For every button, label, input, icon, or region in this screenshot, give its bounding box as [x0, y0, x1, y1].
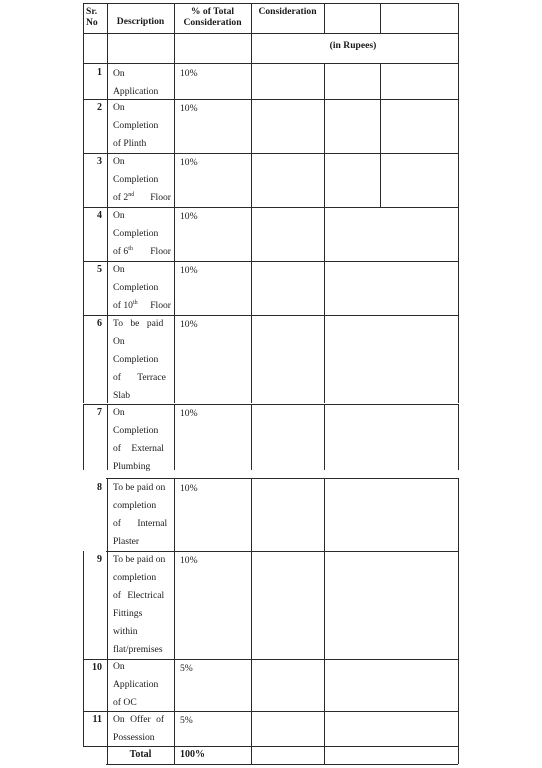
row-8-description: To be paid on completion of Internal Plaster [113, 482, 168, 547]
row-7-number: 7 [97, 407, 102, 418]
lower-sr-divider [107, 478, 108, 764]
row-4-percent: 10% [180, 211, 198, 222]
col-pct-divider [251, 3, 252, 403]
row-9-number: 9 [97, 554, 102, 565]
header-sr-line2: No [86, 17, 98, 28]
row-11-description: On Offer of Possession [113, 714, 165, 743]
table-top-border [83, 3, 458, 4]
row-3-number: 3 [97, 156, 102, 167]
table-left-border [83, 3, 84, 403]
row-10-percent: 5% [180, 663, 193, 674]
header-percent [174, 6, 251, 28]
header-sr-line1: Sr. [86, 6, 98, 17]
row-1-percent: 10% [180, 68, 198, 79]
row-2-number: 2 [97, 102, 102, 113]
header-bottom-border [83, 33, 458, 34]
unit-row-bottom-border [83, 63, 458, 64]
row-9-percent: 10% [180, 555, 198, 566]
table-bottom-border [106, 764, 458, 765]
row-5-percent: 10% [180, 265, 198, 276]
row-7-description: On Completion of External Plumbing [113, 407, 164, 472]
total-percent: 100% [180, 749, 205, 760]
row-7-cons-divider [324, 404, 325, 470]
row-1-number: 1 [97, 67, 102, 78]
row-10-number: 10 [92, 662, 102, 673]
row-8-number: 8 [97, 482, 102, 493]
row-3-percent: 10% [180, 157, 198, 168]
header-pct-line1: % of Total [190, 6, 235, 17]
row-5-number: 5 [97, 264, 102, 275]
row-5-description: On Completion of 10th Floor [113, 264, 171, 311]
row-2-percent: 10% [180, 103, 198, 114]
row-7-sr-divider [107, 404, 108, 470]
col-cons-divider-1 [324, 3, 325, 33]
row-7-right-border [458, 404, 459, 470]
row-1-description: On Application [113, 68, 159, 97]
header-description: Description [116, 16, 165, 27]
row-6-description: To be paid On Completion of Terrace Slab [113, 318, 166, 401]
row-3-description: On Completion of 2nd Floor [113, 156, 171, 203]
row-6-percent: 10% [180, 319, 198, 330]
row-7-pct-divider [251, 404, 252, 470]
row-11-percent: 5% [180, 715, 193, 726]
row-11-number: 11 [92, 714, 102, 725]
header-sr-no [86, 6, 106, 28]
col-cons-divider-2 [380, 3, 381, 33]
lower-desc-divider [174, 478, 175, 764]
header-pct-line2: Consideration [183, 17, 242, 28]
row-7-desc-divider [174, 404, 175, 470]
row-4-description: On Completion of 6th Floor [113, 210, 171, 257]
header-unit: (in Rupees) [329, 40, 377, 51]
header-consideration: Consideration [258, 6, 317, 17]
row-10-description: On Application of OC [113, 661, 159, 708]
row-2-description: On Completion of Plinth [113, 102, 159, 149]
col-sr-divider [107, 3, 108, 403]
row-9-description: To be paid on completion of Electrical Fittings within flat/premises [113, 554, 166, 655]
col-cons-divider-1b [324, 63, 325, 403]
table-right-border [458, 3, 459, 403]
lower-cons-divider [324, 478, 325, 764]
lower-right-border [458, 478, 459, 764]
col-cons-divider-2b [380, 63, 381, 207]
lower-pct-divider [251, 478, 252, 764]
row-8-percent: 10% [180, 483, 198, 494]
row-7-percent: 10% [180, 408, 198, 419]
row-4-number: 4 [97, 210, 102, 221]
col-desc-divider [174, 3, 175, 403]
total-label: Total [129, 749, 152, 760]
row-6-number: 6 [97, 318, 102, 329]
